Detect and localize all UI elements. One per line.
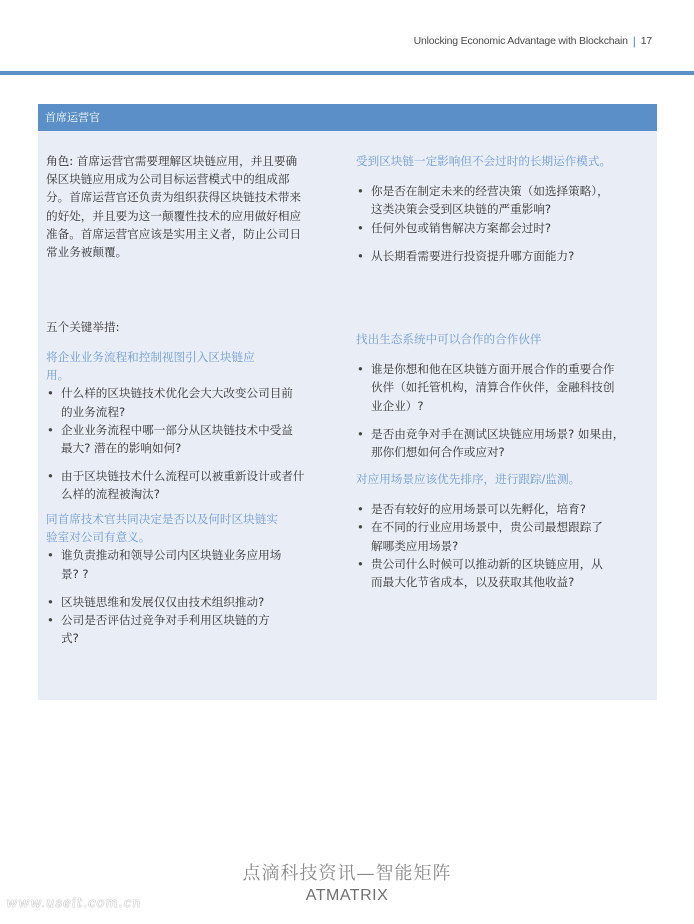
list-item: • 由于区块链技术什么流程可以被重新设计或者什么样的流程被淘汰? xyxy=(46,467,308,503)
list-item: • 贵公司什么时候可以推动新的区块链应用，从而最大化节省成本，以及获取其他收益? xyxy=(356,555,603,591)
list-item: • 谁是你想和他在区块链方面开展合作的重要合作伙伴（如托管机构，清算合作伙伴，金融科技创业企业）? xyxy=(356,360,620,415)
list-item: • 任何外包或销售解决方案都会过时? xyxy=(356,219,620,237)
role-label: 角色: xyxy=(46,154,74,168)
header-rule xyxy=(0,71,694,75)
page-number: 17 xyxy=(640,35,652,47)
right-intro-list xyxy=(356,182,620,265)
left-section-1-list xyxy=(46,384,308,503)
footer-chinese-brand: 点滴科技资讯—智能矩阵 xyxy=(242,863,452,884)
list-item: • 从长期看需要进行投资提升哪方面能力? xyxy=(356,247,603,265)
left-section-1 xyxy=(46,348,308,504)
right-column xyxy=(356,152,625,692)
list-item: • 在不同的行业应用场景中，贵公司最想跟踪了解哪类应用场景? xyxy=(356,518,603,554)
left-section-1-heading: 将企业业务流程和控制视图引入区块链应用。 xyxy=(46,350,255,383)
left-section-2-heading: 同首席技术官共同决定是否以及何时区块链实验室对公司有意义。 xyxy=(46,512,278,545)
left-section-2-list xyxy=(46,546,308,647)
right-intro xyxy=(356,152,620,265)
site-watermark: www.useit.com.cn xyxy=(6,896,142,911)
right-section-2-heading: 对应用场景应该优先排序，进行跟踪/监测。 xyxy=(356,472,581,486)
coo-panel xyxy=(38,104,657,700)
list-item: • 什么样的区块链技术优化会大大改变公司目前的业务流程? xyxy=(46,384,293,420)
role-text: 首席运营官需要理解区块链应用，并且要确保区块链应用成为公司目标运营模式中的组成部分。首席运营官还负责为组织获得区块链技术带来的好处，并且要为这一颠覆性技术的应用做好相应准备。首席运营官应该是实用主义者，防止公司日常业务被颠覆。 xyxy=(46,154,302,260)
list-item: • 是否由竞争对手在测试区块链应用场景? 如果由，那你们想如何合作或应对? xyxy=(356,425,627,461)
right-section-2-list xyxy=(356,500,620,591)
running-title: Unlocking Economic Advantage with Blockchain xyxy=(413,35,628,47)
role-block xyxy=(46,152,308,261)
list-item: • 你是否在制定未来的经营决策（如选择策略），这类决策会受到区块链的严重影响? xyxy=(356,182,620,218)
header-separator: | xyxy=(632,34,636,48)
right-section-1 xyxy=(356,330,625,461)
list-item: • 谁负责推动和领导公司内区块链业务应用场景? ? xyxy=(46,546,293,582)
list-item: • 是否有较好的应用场景可以先孵化，培育? xyxy=(356,500,603,518)
panel-title: 首席运营官 xyxy=(38,104,657,131)
footer-english-brand: ATMATRIX xyxy=(305,887,389,904)
running-header xyxy=(414,34,652,48)
right-section-1-list xyxy=(356,360,625,461)
right-section-2 xyxy=(356,470,620,591)
left-column xyxy=(46,152,308,692)
left-section-2 xyxy=(46,510,308,647)
right-intro-heading: 受到区块链一定影响但不会过时的长期运作模式。 xyxy=(356,154,612,168)
list-item: • 企业业务流程中哪一部分从区块链技术中受益最大? 潜在的影响如何? xyxy=(46,421,293,457)
five-actions-label: 五个关键举措: xyxy=(46,320,120,334)
list-item: • 区块链思维和发展仅仅由技术组织推动? xyxy=(46,593,281,611)
list-item: • 公司是否评估过竞争对手利用区块链的方式? xyxy=(46,611,281,647)
right-section-1-heading: 找出生态系统中可以合作的合作伙伴 xyxy=(356,332,542,346)
